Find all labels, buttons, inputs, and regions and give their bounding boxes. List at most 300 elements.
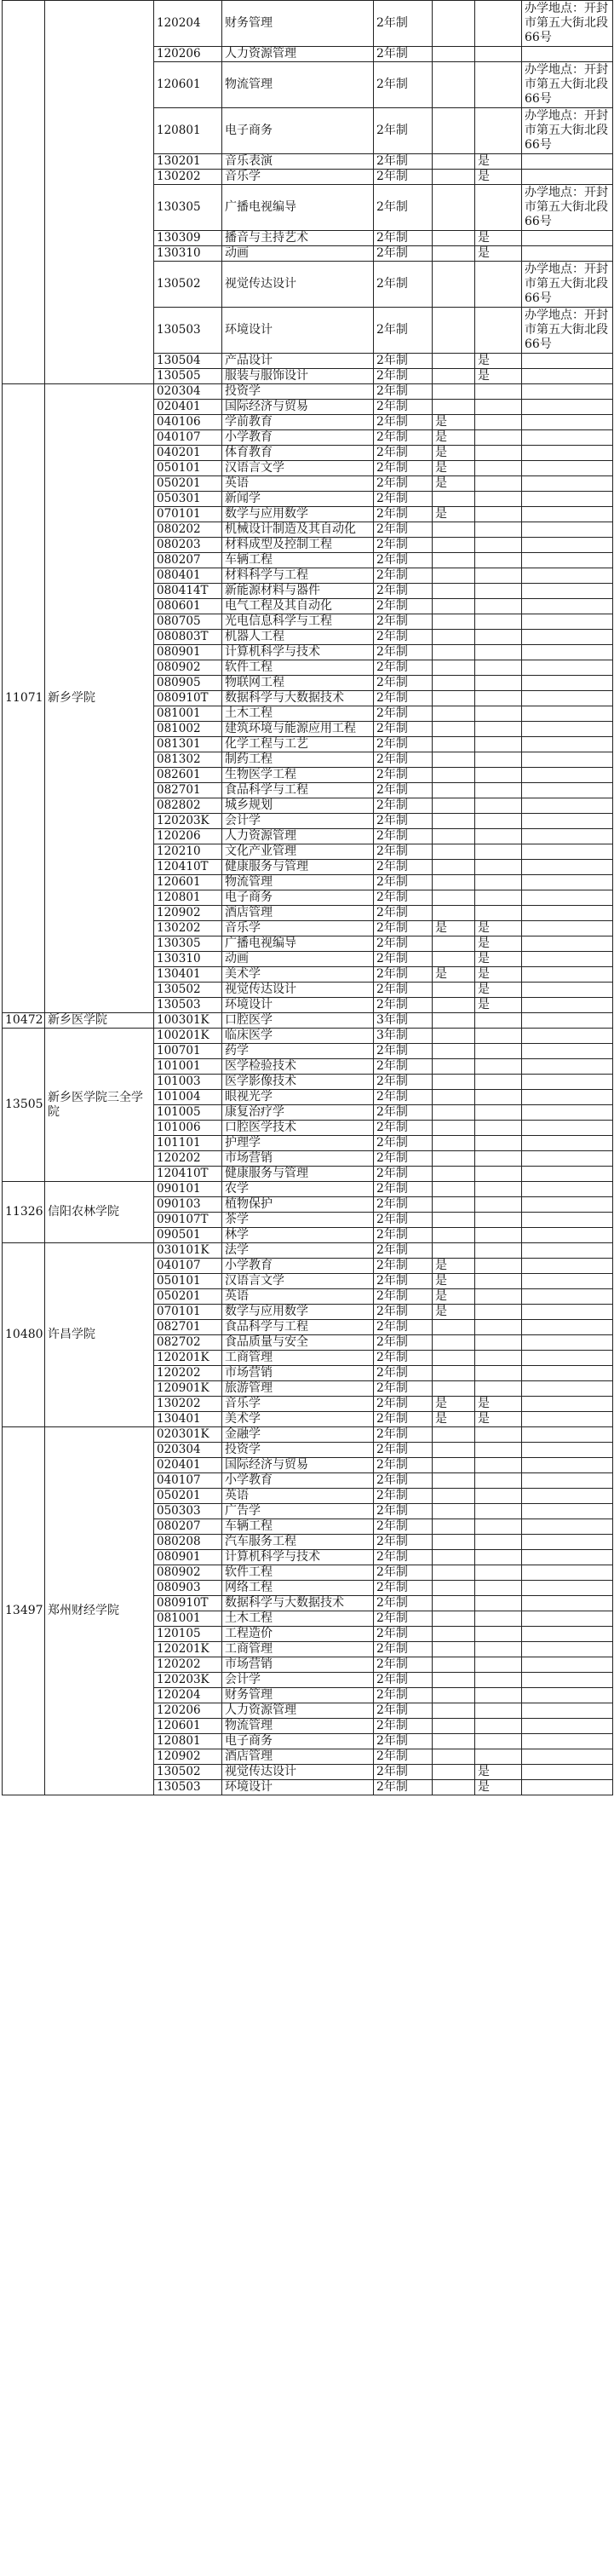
note (522, 691, 613, 706)
flag-a (433, 645, 475, 660)
flag-b (475, 522, 522, 538)
duration: 2年制 (374, 1673, 433, 1688)
major-name: 健康服务与管理 (222, 1167, 374, 1182)
note (522, 1320, 613, 1335)
flag-a (433, 384, 475, 400)
major-code: 080803T (154, 630, 222, 645)
duration: 2年制 (374, 1136, 433, 1151)
major-name: 车辆工程 (222, 1519, 374, 1535)
flag-a (433, 1581, 475, 1596)
duration: 2年制 (374, 890, 433, 906)
note (522, 1029, 613, 1044)
duration: 2年制 (374, 154, 433, 170)
note (522, 599, 613, 614)
flag-a (433, 1734, 475, 1749)
flag-b: 是 (475, 1765, 522, 1780)
duration: 2年制 (374, 1305, 433, 1320)
duration: 2年制 (374, 1734, 433, 1749)
note (522, 814, 613, 829)
duration: 2年制 (374, 354, 433, 369)
flag-b (475, 553, 522, 568)
note (522, 1090, 613, 1105)
duration: 2年制 (374, 1703, 433, 1719)
note (522, 1121, 613, 1136)
major-code: 080401 (154, 568, 222, 584)
note (522, 614, 613, 630)
flag-a (433, 630, 475, 645)
flag-a: 是 (433, 1397, 475, 1412)
major-code: 040107 (154, 430, 222, 446)
note (522, 676, 613, 691)
major-name: 医学检验技术 (222, 1059, 374, 1075)
flag-b (475, 1627, 522, 1642)
major-name: 电子商务 (222, 1734, 374, 1749)
duration: 2年制 (374, 1565, 433, 1581)
major-code: 081302 (154, 752, 222, 768)
note (522, 936, 613, 952)
major-code: 040107 (154, 1259, 222, 1274)
duration: 2年制 (374, 492, 433, 507)
major-code: 130310 (154, 246, 222, 262)
flag-a (433, 890, 475, 906)
major-name: 会计学 (222, 814, 374, 829)
note (522, 1274, 613, 1289)
flag-a (433, 722, 475, 737)
note: 办学地点：开封市第五大街北段66号 (522, 308, 613, 354)
major-name: 广播电视编导 (222, 185, 374, 231)
note (522, 768, 613, 783)
duration: 2年制 (374, 630, 433, 645)
flag-a (433, 691, 475, 706)
major-name: 新能源材料与器件 (222, 584, 374, 599)
note (522, 1059, 613, 1075)
duration: 2年制 (374, 507, 433, 522)
major-name: 视觉传达设计 (222, 1765, 374, 1780)
note (522, 829, 613, 844)
flag-b (475, 906, 522, 921)
note (522, 246, 613, 262)
major-code: 050301 (154, 492, 222, 507)
flag-a (433, 998, 475, 1013)
flag-a: 是 (433, 507, 475, 522)
major-code: 120202 (154, 1657, 222, 1673)
flag-a (433, 844, 475, 860)
note (522, 706, 613, 722)
flag-b (475, 415, 522, 430)
school-code: 11071 (3, 384, 45, 1013)
major-code: 030101K (154, 1243, 222, 1259)
major-name: 工商管理 (222, 1642, 374, 1657)
major-name: 动画 (222, 952, 374, 967)
major-code: 130502 (154, 1765, 222, 1780)
note (522, 1581, 613, 1596)
flag-b (475, 660, 522, 676)
major-name: 英语 (222, 1289, 374, 1305)
major-name: 网络工程 (222, 1581, 374, 1596)
note (522, 1381, 613, 1397)
flag-a (433, 1335, 475, 1351)
flag-b (475, 1075, 522, 1090)
note (522, 1565, 613, 1581)
flag-b (475, 1565, 522, 1581)
table-row (3, 1029, 613, 1044)
major-name: 制药工程 (222, 752, 374, 768)
major-name: 投资学 (222, 384, 374, 400)
flag-b (475, 798, 522, 814)
duration: 2年制 (374, 614, 433, 630)
duration: 2年制 (374, 875, 433, 890)
flag-a (433, 170, 475, 185)
note (522, 170, 613, 185)
duration: 2年制 (374, 1182, 433, 1197)
note (522, 1397, 613, 1412)
note (522, 906, 613, 921)
major-code: 100201K (154, 1029, 222, 1044)
flag-a: 是 (433, 1259, 475, 1274)
flag-a (433, 1458, 475, 1473)
flag-a (433, 752, 475, 768)
duration: 2年制 (374, 1, 433, 47)
major-name: 车辆工程 (222, 553, 374, 568)
duration: 2年制 (374, 1535, 433, 1550)
flag-b (475, 1274, 522, 1289)
flag-a: 是 (433, 476, 475, 492)
flag-b (475, 722, 522, 737)
major-name: 会计学 (222, 1673, 374, 1688)
duration: 2年制 (374, 1105, 433, 1121)
flag-a (433, 1473, 475, 1489)
duration: 2年制 (374, 1765, 433, 1780)
major-code: 081301 (154, 737, 222, 752)
major-code: 120410T (154, 860, 222, 875)
flag-a (433, 354, 475, 369)
major-code: 120901K (154, 1381, 222, 1397)
duration: 2年制 (374, 844, 433, 860)
flag-a: 是 (433, 921, 475, 936)
school-code: 11326 (3, 1182, 45, 1243)
note (522, 154, 613, 170)
flag-b (475, 1259, 522, 1274)
note: 办学地点：开封市第五大街北段66号 (522, 185, 613, 231)
duration: 2年制 (374, 553, 433, 568)
flag-a (433, 599, 475, 614)
note (522, 354, 613, 369)
flag-b (475, 890, 522, 906)
major-name: 数学与应用数学 (222, 1305, 374, 1320)
flag-a (433, 1611, 475, 1627)
major-code: 080601 (154, 599, 222, 614)
note (522, 446, 613, 461)
flag-a (433, 1719, 475, 1734)
flag-b (475, 1381, 522, 1397)
flag-a (433, 614, 475, 630)
major-code: 120206 (154, 47, 222, 62)
flag-a (433, 798, 475, 814)
major-code: 081002 (154, 722, 222, 737)
flag-a (433, 1059, 475, 1075)
major-name: 化学工程与工艺 (222, 737, 374, 752)
flag-b (475, 1427, 522, 1443)
major-code: 090107T (154, 1213, 222, 1228)
major-code: 100701 (154, 1044, 222, 1059)
note (522, 1197, 613, 1213)
duration: 2年制 (374, 170, 433, 185)
flag-b (475, 308, 522, 354)
major-code: 080905 (154, 676, 222, 691)
major-code: 101006 (154, 1121, 222, 1136)
table-row (3, 1013, 613, 1029)
duration: 3年制 (374, 1013, 433, 1029)
duration: 2年制 (374, 246, 433, 262)
duration: 2年制 (374, 430, 433, 446)
duration: 2年制 (374, 1473, 433, 1489)
major-name: 酒店管理 (222, 906, 374, 921)
major-code: 120204 (154, 1688, 222, 1703)
duration: 2年制 (374, 1259, 433, 1274)
flag-a (433, 584, 475, 599)
major-code: 080207 (154, 1519, 222, 1535)
major-code: 130309 (154, 231, 222, 246)
major-name: 法学 (222, 1243, 374, 1259)
major-name: 人力资源管理 (222, 47, 374, 62)
flag-b (475, 1013, 522, 1029)
duration: 2年制 (374, 998, 433, 1013)
duration: 2年制 (374, 829, 433, 844)
note (522, 553, 613, 568)
note (522, 1657, 613, 1673)
duration: 2年制 (374, 1550, 433, 1565)
note (522, 1182, 613, 1197)
flag-b (475, 584, 522, 599)
major-name: 食品科学与工程 (222, 1320, 374, 1335)
flag-b (475, 446, 522, 461)
major-code: 120203K (154, 814, 222, 829)
flag-a (433, 262, 475, 308)
flag-b (475, 1550, 522, 1565)
flag-a (433, 983, 475, 998)
flag-b (475, 706, 522, 722)
flag-b: 是 (475, 967, 522, 983)
flag-b (475, 62, 522, 108)
major-code: 120801 (154, 108, 222, 154)
major-name: 美术学 (222, 1412, 374, 1427)
flag-a (433, 1642, 475, 1657)
duration: 2年制 (374, 1320, 433, 1335)
major-name: 广播电视编导 (222, 936, 374, 952)
duration: 2年制 (374, 538, 433, 553)
major-name: 计算机科学与技术 (222, 645, 374, 660)
note (522, 1013, 613, 1029)
flag-a (433, 1443, 475, 1458)
note (522, 798, 613, 814)
major-name: 电气工程及其自动化 (222, 599, 374, 614)
flag-b (475, 1090, 522, 1105)
major-code: 130401 (154, 967, 222, 983)
major-code: 050201 (154, 1289, 222, 1305)
flag-a (433, 1105, 475, 1121)
flag-b (475, 568, 522, 584)
flag-a (433, 676, 475, 691)
note (522, 630, 613, 645)
flag-a (433, 1029, 475, 1044)
duration: 2年制 (374, 1427, 433, 1443)
major-name: 广告学 (222, 1504, 374, 1519)
flag-a (433, 1182, 475, 1197)
duration: 2年制 (374, 1688, 433, 1703)
note (522, 1151, 613, 1167)
flag-a (433, 522, 475, 538)
major-code: 130202 (154, 921, 222, 936)
duration: 2年制 (374, 983, 433, 998)
major-code: 040106 (154, 415, 222, 430)
note (522, 1167, 613, 1182)
flag-a (433, 1765, 475, 1780)
major-code: 080910T (154, 691, 222, 706)
duration: 2年制 (374, 768, 433, 783)
note (522, 1703, 613, 1719)
major-code: 120202 (154, 1366, 222, 1381)
major-name: 投资学 (222, 1443, 374, 1458)
duration: 2年制 (374, 584, 433, 599)
major-code: 101004 (154, 1090, 222, 1105)
major-code: 120801 (154, 890, 222, 906)
flag-a (433, 1243, 475, 1259)
table-row (3, 1243, 613, 1259)
flag-b (475, 108, 522, 154)
flag-b: 是 (475, 1412, 522, 1427)
table-row (3, 384, 613, 400)
duration: 2年制 (374, 415, 433, 430)
major-code: 130505 (154, 369, 222, 384)
major-code: 090501 (154, 1228, 222, 1243)
major-code: 020401 (154, 400, 222, 415)
flag-a (433, 154, 475, 170)
major-code: 120601 (154, 1719, 222, 1734)
note (522, 1627, 613, 1642)
duration: 2年制 (374, 1642, 433, 1657)
major-code: 130504 (154, 354, 222, 369)
flag-b (475, 614, 522, 630)
duration: 2年制 (374, 645, 433, 660)
note (522, 492, 613, 507)
duration: 2年制 (374, 476, 433, 492)
flag-b (475, 400, 522, 415)
note: 办学地点：开封市第五大街北段66号 (522, 108, 613, 154)
flag-a (433, 952, 475, 967)
flag-a (433, 231, 475, 246)
major-code: 020304 (154, 1443, 222, 1458)
major-code: 120203K (154, 1673, 222, 1688)
flag-b: 是 (475, 354, 522, 369)
note (522, 1228, 613, 1243)
major-name: 播音与主持艺术 (222, 231, 374, 246)
flag-b: 是 (475, 1397, 522, 1412)
note (522, 1412, 613, 1427)
major-code: 130503 (154, 998, 222, 1013)
major-name: 国际经济与贸易 (222, 400, 374, 415)
major-name: 土木工程 (222, 706, 374, 722)
flag-a (433, 1657, 475, 1673)
table-body (3, 1, 613, 1795)
note (522, 430, 613, 446)
duration: 2年制 (374, 568, 433, 584)
flag-b (475, 691, 522, 706)
flag-a (433, 783, 475, 798)
note (522, 921, 613, 936)
duration: 2年制 (374, 1397, 433, 1412)
flag-b (475, 768, 522, 783)
major-name: 眼视光学 (222, 1090, 374, 1105)
note (522, 476, 613, 492)
major-code: 050201 (154, 1489, 222, 1504)
duration: 2年制 (374, 752, 433, 768)
school-name: 信阳农林学院 (45, 1182, 154, 1243)
duration: 2年制 (374, 108, 433, 154)
duration: 2年制 (374, 1381, 433, 1397)
flag-a (433, 829, 475, 844)
major-name: 环境设计 (222, 998, 374, 1013)
major-name: 生物医学工程 (222, 768, 374, 783)
duration: 2年制 (374, 1627, 433, 1642)
flag-a: 是 (433, 415, 475, 430)
duration: 2年制 (374, 461, 433, 476)
flag-b (475, 752, 522, 768)
major-code: 080903 (154, 1581, 222, 1596)
flag-b: 是 (475, 369, 522, 384)
major-name: 物流管理 (222, 875, 374, 890)
duration: 2年制 (374, 783, 433, 798)
major-code: 120206 (154, 1703, 222, 1719)
duration: 2年制 (374, 936, 433, 952)
major-name: 护理学 (222, 1136, 374, 1151)
major-name: 电子商务 (222, 890, 374, 906)
major-code: 050101 (154, 461, 222, 476)
note (522, 1366, 613, 1381)
note (522, 1611, 613, 1627)
duration: 2年制 (374, 231, 433, 246)
flag-a: 是 (433, 967, 475, 983)
major-code: 040201 (154, 446, 222, 461)
note (522, 1213, 613, 1228)
duration: 2年制 (374, 185, 433, 231)
flag-a (433, 1504, 475, 1519)
flag-a (433, 1519, 475, 1535)
flag-a (433, 108, 475, 154)
note (522, 1044, 613, 1059)
major-code: 081001 (154, 706, 222, 722)
major-name: 药学 (222, 1044, 374, 1059)
major-name: 学前教育 (222, 415, 374, 430)
major-code: 101003 (154, 1075, 222, 1090)
flag-b (475, 1228, 522, 1243)
flag-a (433, 369, 475, 384)
note (522, 1259, 613, 1274)
major-name: 音乐学 (222, 1397, 374, 1412)
flag-b: 是 (475, 231, 522, 246)
flag-b (475, 1703, 522, 1719)
flag-b (475, 1289, 522, 1305)
table-row (3, 1, 613, 47)
flag-a (433, 1013, 475, 1029)
major-name: 农学 (222, 1182, 374, 1197)
major-name: 市场营销 (222, 1151, 374, 1167)
flag-a (433, 936, 475, 952)
flag-b (475, 599, 522, 614)
major-name: 工程造价 (222, 1627, 374, 1642)
major-name: 计算机科学与技术 (222, 1550, 374, 1565)
major-name: 材料科学与工程 (222, 568, 374, 584)
flag-a: 是 (433, 1412, 475, 1427)
